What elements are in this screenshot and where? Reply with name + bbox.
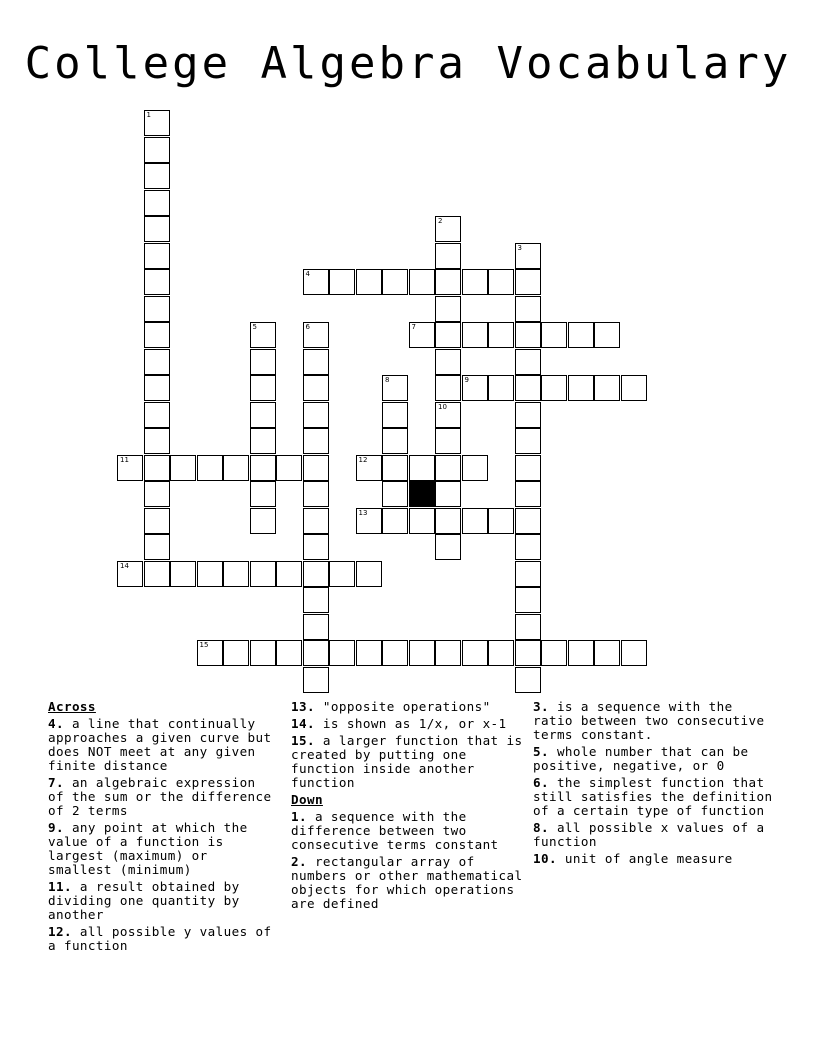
grid-cell[interactable] [303,561,329,587]
clue-number: 11 [120,455,129,464]
grid-cell[interactable] [144,349,170,375]
grid-cell[interactable] [462,322,488,348]
grid-cell[interactable] [329,640,355,666]
grid-cell[interactable] [621,375,647,401]
down-clue [533,821,773,849]
clue-text: rectangular array of numbers or other mathematical objects for which operations are defined [291,854,523,911]
clue-number: 9 [464,376,469,384]
grid-cell[interactable] [435,534,461,560]
clue-number-label: 12. [48,924,72,939]
clue-text: "opposite operations" [314,699,491,714]
clue-text: is a sequence with the ratio between two consecutive terms constant. [533,699,765,742]
grid-cell[interactable] [409,640,435,666]
clue-text: whole number that can be positive, negative, or 0 [533,744,749,773]
grid-cell[interactable] [435,322,461,348]
grid-cell[interactable] [382,481,408,507]
grid-cell[interactable] [303,428,329,454]
down-clue [533,745,773,773]
down-heading: Down [291,792,323,807]
clue-text: is shown as 1/x, or x-1 [314,716,507,731]
clue-text: all possible y values of a function [48,924,272,953]
clue-number: 1 [146,111,151,119]
grid-cell[interactable] [250,481,276,507]
grid-cell[interactable] [303,640,329,666]
down-clue [533,700,773,742]
grid-cell[interactable] [144,110,170,136]
clue-number-label: 1. [291,809,307,824]
grid-cell[interactable] [488,322,514,348]
clue-number-label: 8. [533,820,549,835]
across-clue [291,700,527,714]
grid-cell[interactable] [329,269,355,295]
grid-cell[interactable] [462,269,488,295]
grid-cell[interactable] [382,402,408,428]
grid-cell[interactable] [276,455,302,481]
clue-number: 14 [120,561,129,570]
grid-cell[interactable] [117,455,143,481]
grid-cell[interactable] [144,296,170,322]
grid-cell[interactable] [621,640,647,666]
clue-number-label: 2. [291,854,307,869]
grid-cell[interactable] [303,587,329,613]
grid-cell[interactable] [144,561,170,587]
grid-cell[interactable] [303,508,329,534]
down-clue [533,852,773,866]
grid-cell[interactable] [435,296,461,322]
grid-cell[interactable] [594,322,620,348]
grid-cell[interactable] [303,481,329,507]
grid-cell[interactable] [144,137,170,163]
grid-cell[interactable] [382,455,408,481]
grid-cell[interactable] [303,455,329,481]
clue-number: 3 [517,243,522,252]
grid-cell[interactable] [250,349,276,375]
grid-cell[interactable] [223,640,249,666]
grid-cell[interactable] [435,455,461,481]
grid-cell[interactable] [144,428,170,454]
grid-cell[interactable] [356,561,382,587]
grid-cell[interactable] [568,322,594,348]
grid-cell[interactable] [197,455,223,481]
across-clue [48,925,276,953]
grid-cell[interactable] [515,640,541,666]
grid-cell[interactable] [594,640,620,666]
grid-cell[interactable] [144,402,170,428]
grid-cell[interactable] [435,402,461,428]
grid-cell[interactable] [144,508,170,534]
grid-cell[interactable] [170,455,196,481]
grid-cell[interactable] [382,508,408,534]
grid-cell[interactable] [382,269,408,295]
grid-cell[interactable] [409,322,435,348]
grid-cell[interactable] [515,614,541,640]
down-clue [291,810,527,852]
clue-column-2 [291,700,527,914]
grid-cell[interactable] [515,561,541,587]
across-clue [291,717,527,731]
grid-cell[interactable] [435,243,461,269]
clue-number: 15 [199,641,209,649]
clue-number: 2 [438,217,443,225]
clue-text: the simplest function that still satisfies the definition of a certain type of function [533,775,773,818]
grid-cell[interactable] [515,428,541,454]
clue-number-label: 6. [533,775,549,790]
across-clue [48,880,276,922]
clue-text: any point at which the value of a function is largest (maximum) or smallest (minimum) [48,820,248,877]
clue-column-3 [533,700,773,869]
grid-cell[interactable] [303,375,329,401]
grid-cell[interactable] [250,561,276,587]
grid-cell[interactable] [568,375,594,401]
grid-cell[interactable] [515,349,541,375]
clue-text: a result obtained by dividing one quantity by another [48,879,240,922]
grid-cell[interactable] [144,455,170,481]
clue-number-label: 9. [48,820,64,835]
clue-number-label: 7. [48,775,64,790]
grid-cell[interactable] [488,508,514,534]
grid-cell[interactable] [515,402,541,428]
grid-cell[interactable] [488,269,514,295]
grid-cell[interactable] [541,640,567,666]
grid-cell[interactable] [409,508,435,534]
clue-text: a larger function that is created by putting one function inside another function [291,733,523,790]
grid-cell[interactable] [541,375,567,401]
clue-number: 10 [438,402,447,411]
clue-number-label: 5. [533,744,549,759]
clue-number-label: 15. [291,733,315,748]
grid-cell[interactable] [515,296,541,322]
grid-cell[interactable] [356,269,382,295]
down-clue [533,776,773,818]
grid-cell[interactable] [435,640,461,666]
grid-cell[interactable] [144,269,170,295]
down-clue [291,855,527,911]
clue-number-label: 14. [291,716,315,731]
clue-number-label: 3. [533,699,549,714]
grid-cell[interactable] [435,349,461,375]
grid-cell[interactable] [541,322,567,348]
clue-text: a sequence with the difference between two consecutive terms constant [291,809,499,852]
grid-cell[interactable] [356,508,382,534]
grid-cell[interactable] [435,508,461,534]
grid-cell[interactable] [382,428,408,454]
grid-cell[interactable] [144,322,170,348]
grid-cell[interactable] [144,243,170,269]
grid-cell[interactable] [356,640,382,666]
grid-cell[interactable] [462,508,488,534]
clue-number: 7 [411,323,416,331]
grid-cell[interactable] [594,375,620,401]
grid-cell[interactable] [329,561,355,587]
grid-cell[interactable] [515,269,541,295]
grid-cell[interactable] [276,640,302,666]
grid-cell[interactable] [144,481,170,507]
clue-text: all possible x values of a function [533,820,765,849]
clue-number: 13 [358,508,368,517]
grid-cell[interactable] [515,508,541,534]
grid-cell[interactable] [568,640,594,666]
across-clue [48,717,276,773]
grid-cell[interactable] [223,561,249,587]
grid-cell[interactable] [250,322,276,348]
grid-cell[interactable] [144,190,170,216]
grid-cell[interactable] [409,269,435,295]
grid-cell[interactable] [462,455,488,481]
clue-column-1 [48,700,276,956]
grid-cell[interactable] [435,481,461,507]
grid-cell[interactable] [250,428,276,454]
grid-cell[interactable] [250,402,276,428]
grid-cell[interactable] [117,561,143,587]
across-clue [48,776,276,818]
grid-cell[interactable] [435,428,461,454]
grid-cell[interactable] [303,349,329,375]
grid-cell[interactable] [356,455,382,481]
grid-cell[interactable] [515,481,541,507]
across-clue [48,821,276,877]
clue-text: an algebraic expression of the sum or the difference of 2 terms [48,775,272,818]
grid-cell[interactable] [303,322,329,348]
clue-number: 5 [252,323,257,331]
clue-number-label: 11. [48,879,72,894]
grid-cell[interactable] [382,375,408,401]
grid-cell[interactable] [488,375,514,401]
grid-cell[interactable] [197,640,223,666]
grid-cell[interactable] [515,455,541,481]
grid-cell[interactable] [170,561,196,587]
grid-cell[interactable] [515,243,541,269]
clue-number: 12 [358,455,368,464]
grid-cell[interactable] [250,455,276,481]
grid-cell[interactable] [303,402,329,428]
grid-cell[interactable] [144,375,170,401]
grid-cell[interactable] [303,269,329,295]
grid-cell[interactable] [223,455,249,481]
clue-number: 4 [305,270,310,278]
grid-cell[interactable] [144,163,170,189]
grid-cell[interactable] [197,561,223,587]
grid-cell[interactable] [250,375,276,401]
grid-cell[interactable] [462,375,488,401]
grid-cell[interactable] [276,561,302,587]
grid-cell[interactable] [515,375,541,401]
grid-cell[interactable] [303,667,329,693]
grid-cell[interactable] [435,375,461,401]
clue-text: a line that continually approaches a given curve but does NOT meet at any given finite distance [48,716,272,773]
across-clue [291,734,527,790]
grid-cell[interactable] [303,614,329,640]
clue-number-label: 4. [48,716,64,731]
grid-cell[interactable] [250,508,276,534]
grid-cell[interactable] [462,640,488,666]
grid-cell[interactable] [382,640,408,666]
clue-number-label: 13. [291,699,315,714]
grid-cell[interactable] [435,269,461,295]
clue-number: 8 [385,376,390,384]
grid-cell[interactable] [144,534,170,560]
grid-cell[interactable] [515,667,541,693]
grid-cell[interactable] [435,216,461,242]
grid-cell[interactable] [515,534,541,560]
clue-number: 6 [305,323,310,331]
clue-text: unit of angle measure [556,851,733,866]
blocked-cell [409,481,435,507]
across-heading: Across [48,699,96,714]
clue-number-label: 10. [533,851,557,866]
grid-cell[interactable] [515,322,541,348]
grid-cell[interactable] [303,534,329,560]
grid-cell[interactable] [144,216,170,242]
page-title: College Algebra Vocabulary [24,38,792,89]
grid-cell[interactable] [488,640,514,666]
grid-cell[interactable] [250,640,276,666]
grid-cell[interactable] [409,455,435,481]
grid-cell[interactable] [515,587,541,613]
